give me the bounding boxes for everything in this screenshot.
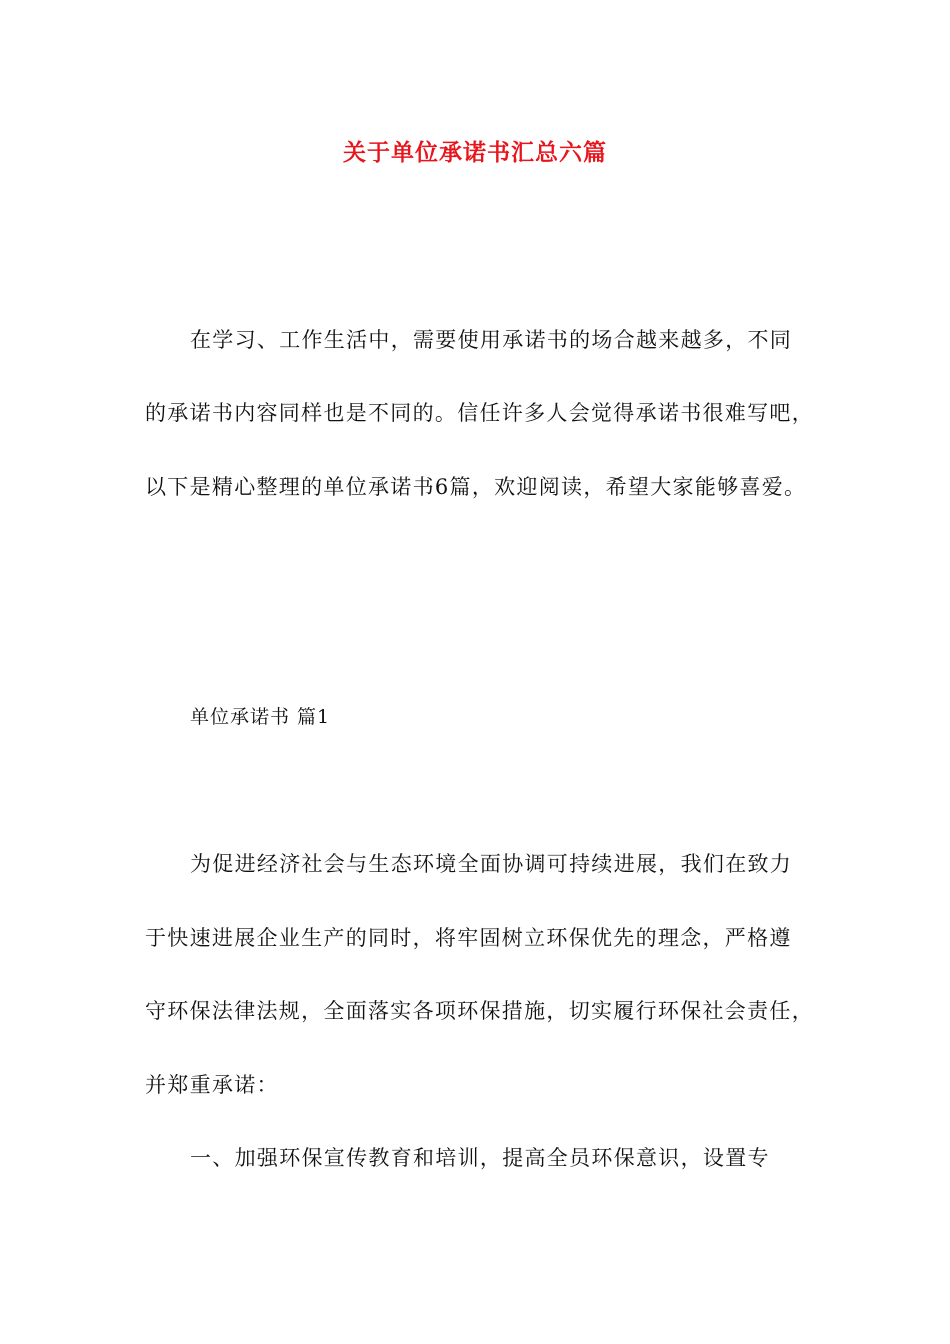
intro-line-3: 以下是精心整理的单位承诺书6篇，欢迎阅读，希望大家能够喜爱。 <box>145 475 807 499</box>
para-line-4: 并郑重承诺： <box>145 1073 279 1097</box>
item-line-1: 一、加强环保宣传教育和培训，提高全员环保意识，设置专 <box>190 1146 770 1170</box>
intro-line-1: 在学习、工作生活中，需要使用承诺书的场合越来越多，不同 <box>190 328 793 352</box>
para-line-3: 守环保法律法规，全面落实各项环保措施，切实履行环保社会责任， <box>145 999 814 1023</box>
intro-line-2: 的承诺书内容同样也是不同的。信任许多人会觉得承诺书很难写吧， <box>145 401 814 425</box>
para-line-1: 为促进经济社会与生态环境全面协调可持续进展，我们在致力 <box>190 852 793 876</box>
para-line-2: 于快速进展企业生产的同时，将牢固树立环保优先的理念，严格遵 <box>145 926 792 950</box>
document-title: 关于单位承诺书汇总六篇 <box>343 139 607 166</box>
section-heading: 单位承诺书 篇1 <box>190 706 331 728</box>
